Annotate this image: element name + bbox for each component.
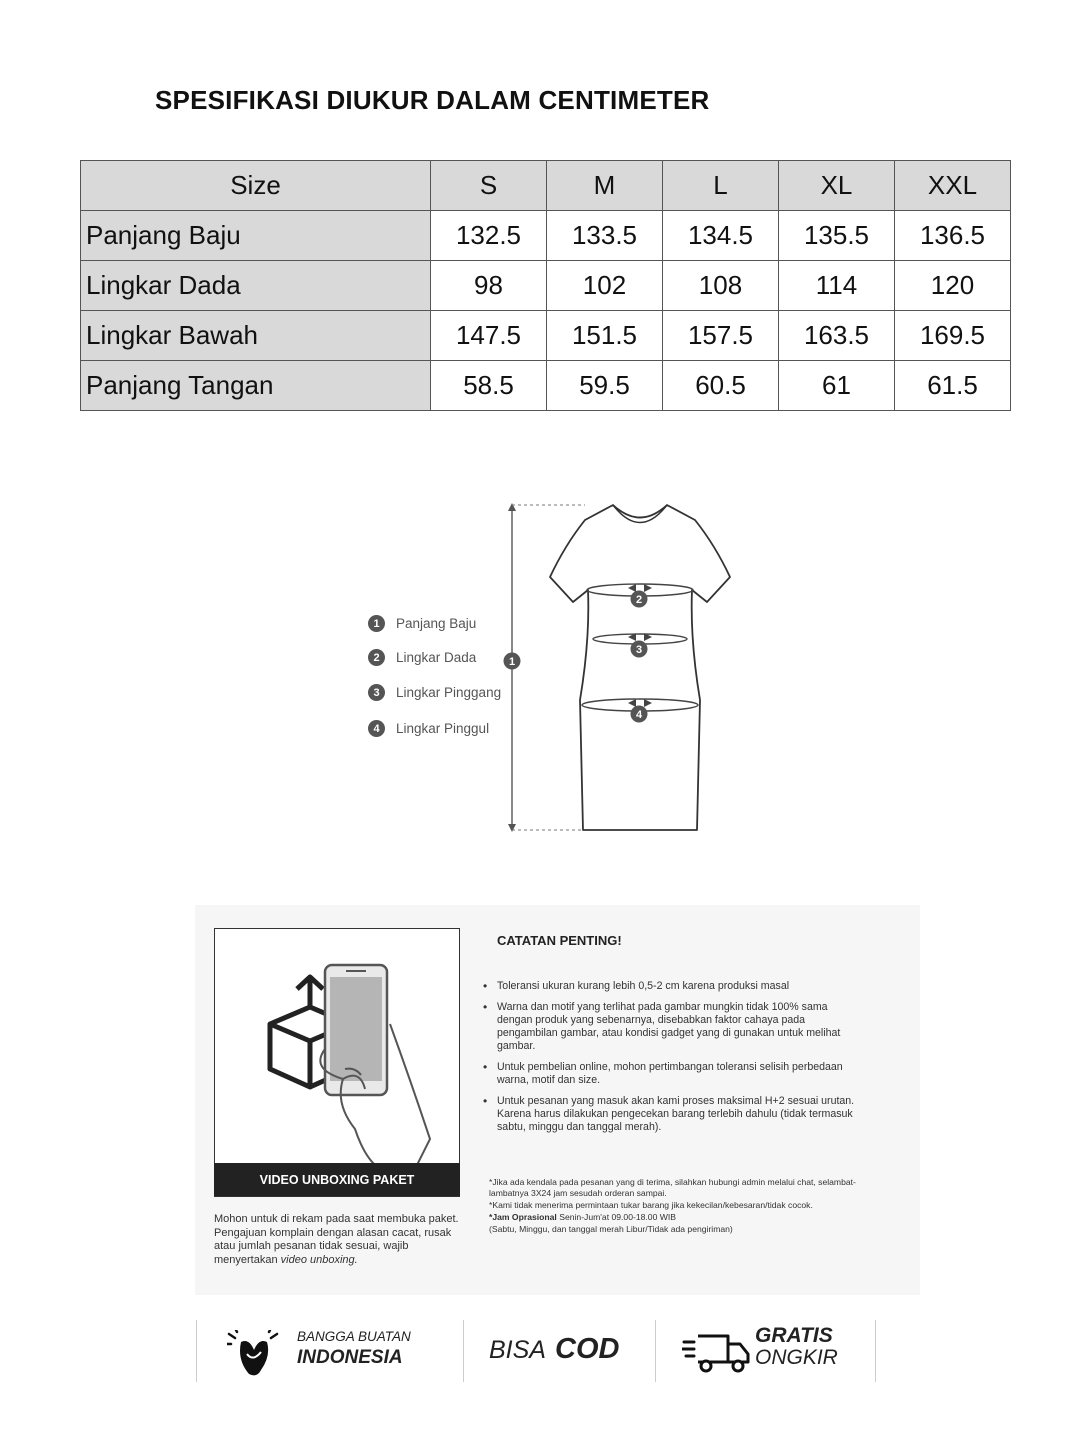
table-cell: 120	[895, 261, 1011, 311]
svg-text:4: 4	[635, 709, 643, 721]
header-cell: M	[547, 161, 663, 211]
legend-label: Lingkar Pinggul	[396, 721, 490, 736]
table-cell: 134.5	[663, 211, 779, 261]
table-cell: 58.5	[431, 361, 547, 411]
legend-number: 3	[368, 684, 385, 701]
badge-gratis-line2: ONGKIR	[755, 1346, 838, 1369]
header-cell: S	[431, 161, 547, 211]
badge-cod-prefix: BISA	[489, 1336, 546, 1364]
unboxing-illustration	[214, 928, 460, 1197]
list-item: • Warna dan motif yang terlihat pada gambar mungkin tidak 100% sama dengan produk yang sebenarnya, disebabkan faktor cahaya pada pengambilan gambar, atau kondisi gadget yang di gunakan untuk melihat gambar.	[481, 1001, 861, 1053]
operating-hours-note: (Sabtu, Minggu, dan tanggal merah Libur/Tidak ada pengiriman)	[489, 1224, 733, 1234]
badge-indonesia-line2: INDONESIA	[297, 1347, 403, 1368]
table-cell: 133.5	[547, 211, 663, 261]
operating-hours: *Jam Oprasional Senin-Jum'at 09.00-18.00 WIB	[489, 1212, 676, 1222]
box-upload-icon	[215, 929, 459, 1169]
dress-outline	[550, 505, 730, 830]
unboxing-caption: Mohon untuk di rekam pada saat membuka paket. Pengajuan komplain dengan alasan cacat, rusak atau jumlah pesanan tidak sesuai, wajib menyertakan video unboxing.	[214, 1213, 459, 1266]
table-cell: 61.5	[895, 361, 1011, 411]
legend-label: Lingkar Dada	[396, 650, 477, 665]
badges-strip	[196, 1320, 876, 1382]
legend-number: 2	[368, 649, 385, 666]
unboxing-banner: VIDEO UNBOXING PAKET	[214, 1163, 460, 1196]
table-cell: 132.5	[431, 211, 547, 261]
svg-text:1: 1	[508, 656, 516, 668]
legend-label: Lingkar Pinggang	[396, 685, 502, 700]
table-cell: 135.5	[779, 211, 895, 261]
hand-heart-icon	[227, 1330, 279, 1378]
header-cell: XXL	[895, 161, 1011, 211]
header-cell: L	[663, 161, 779, 211]
svg-text:3: 3	[635, 644, 643, 656]
header-cell: XL	[779, 161, 895, 211]
legend-number: 4	[368, 720, 385, 737]
notes-list	[481, 980, 861, 1142]
table-cell: 108	[663, 261, 779, 311]
legend-label: Panjang Baju	[396, 616, 477, 631]
delivery-truck-icon	[682, 1330, 752, 1374]
table-cell: 102	[547, 261, 663, 311]
table-cell: 169.5	[895, 311, 1011, 361]
row-label: Panjang Baju	[81, 211, 431, 261]
table-cell: 151.5	[547, 311, 663, 361]
footnotes	[489, 1177, 884, 1236]
dress-measurement-diagram	[360, 495, 760, 845]
size-table	[80, 160, 1011, 411]
badge-indonesia-line1: BANGGA BUATAN	[297, 1329, 411, 1344]
marker-2	[631, 591, 648, 608]
table-row	[81, 361, 1011, 411]
row-label: Lingkar Dada	[81, 261, 431, 311]
table-cell: 59.5	[547, 361, 663, 411]
table-row	[81, 211, 1011, 261]
table-cell: 147.5	[431, 311, 547, 361]
svg-text:2: 2	[635, 594, 643, 606]
footnote: *Kami tidak menerima permintaan tukar barang jika kekecilan/kebesaran/tidak cocok.	[489, 1200, 813, 1210]
header-cell: Size	[81, 161, 431, 211]
phone-in-hand-icon	[320, 965, 430, 1169]
table-cell: 136.5	[895, 211, 1011, 261]
badge-cod-word: COD	[555, 1333, 620, 1365]
table-cell: 60.5	[663, 361, 779, 411]
footnote: *Jika ada kendala pada pesanan yang di terima, silahkan hubungi admin melalui chat, selambat-lambatnya 3X24 jam sesudah orderan sampai.	[489, 1177, 856, 1198]
marker-4	[631, 706, 648, 723]
legend-number: 1	[368, 615, 385, 632]
row-label: Lingkar Bawah	[81, 311, 431, 361]
table-cell: 114	[779, 261, 895, 311]
table-cell: 157.5	[663, 311, 779, 361]
page-title: SPESIFIKASI DIUKUR DALAM CENTIMETER	[155, 85, 710, 115]
badge-gratis-line1: GRATIS	[755, 1324, 833, 1347]
marker-3	[631, 641, 648, 658]
marker-1	[504, 653, 521, 670]
list-item: • Untuk pesanan yang masuk akan kami proses maksimal H+2 sesuai urutan. Karena harus dilakukan pengecekan barang terlebih dahulu (tidak termasuk sabtu, minggu dan tanggal merah).	[481, 1095, 861, 1134]
table-header-row	[81, 161, 1011, 211]
list-item: • Untuk pembelian online, mohon pertimbangan toleransi selisih perbedaan warna, motif dan size.	[481, 1061, 861, 1087]
table-row	[81, 261, 1011, 311]
notes-title: CATATAN PENTING!	[497, 933, 622, 948]
table-cell: 61	[779, 361, 895, 411]
table-cell: 98	[431, 261, 547, 311]
list-item: • Toleransi ukuran kurang lebih 0,5-2 cm karena produksi masal	[481, 980, 861, 993]
table-row	[81, 311, 1011, 361]
table-cell: 163.5	[779, 311, 895, 361]
row-label: Panjang Tangan	[81, 361, 431, 411]
